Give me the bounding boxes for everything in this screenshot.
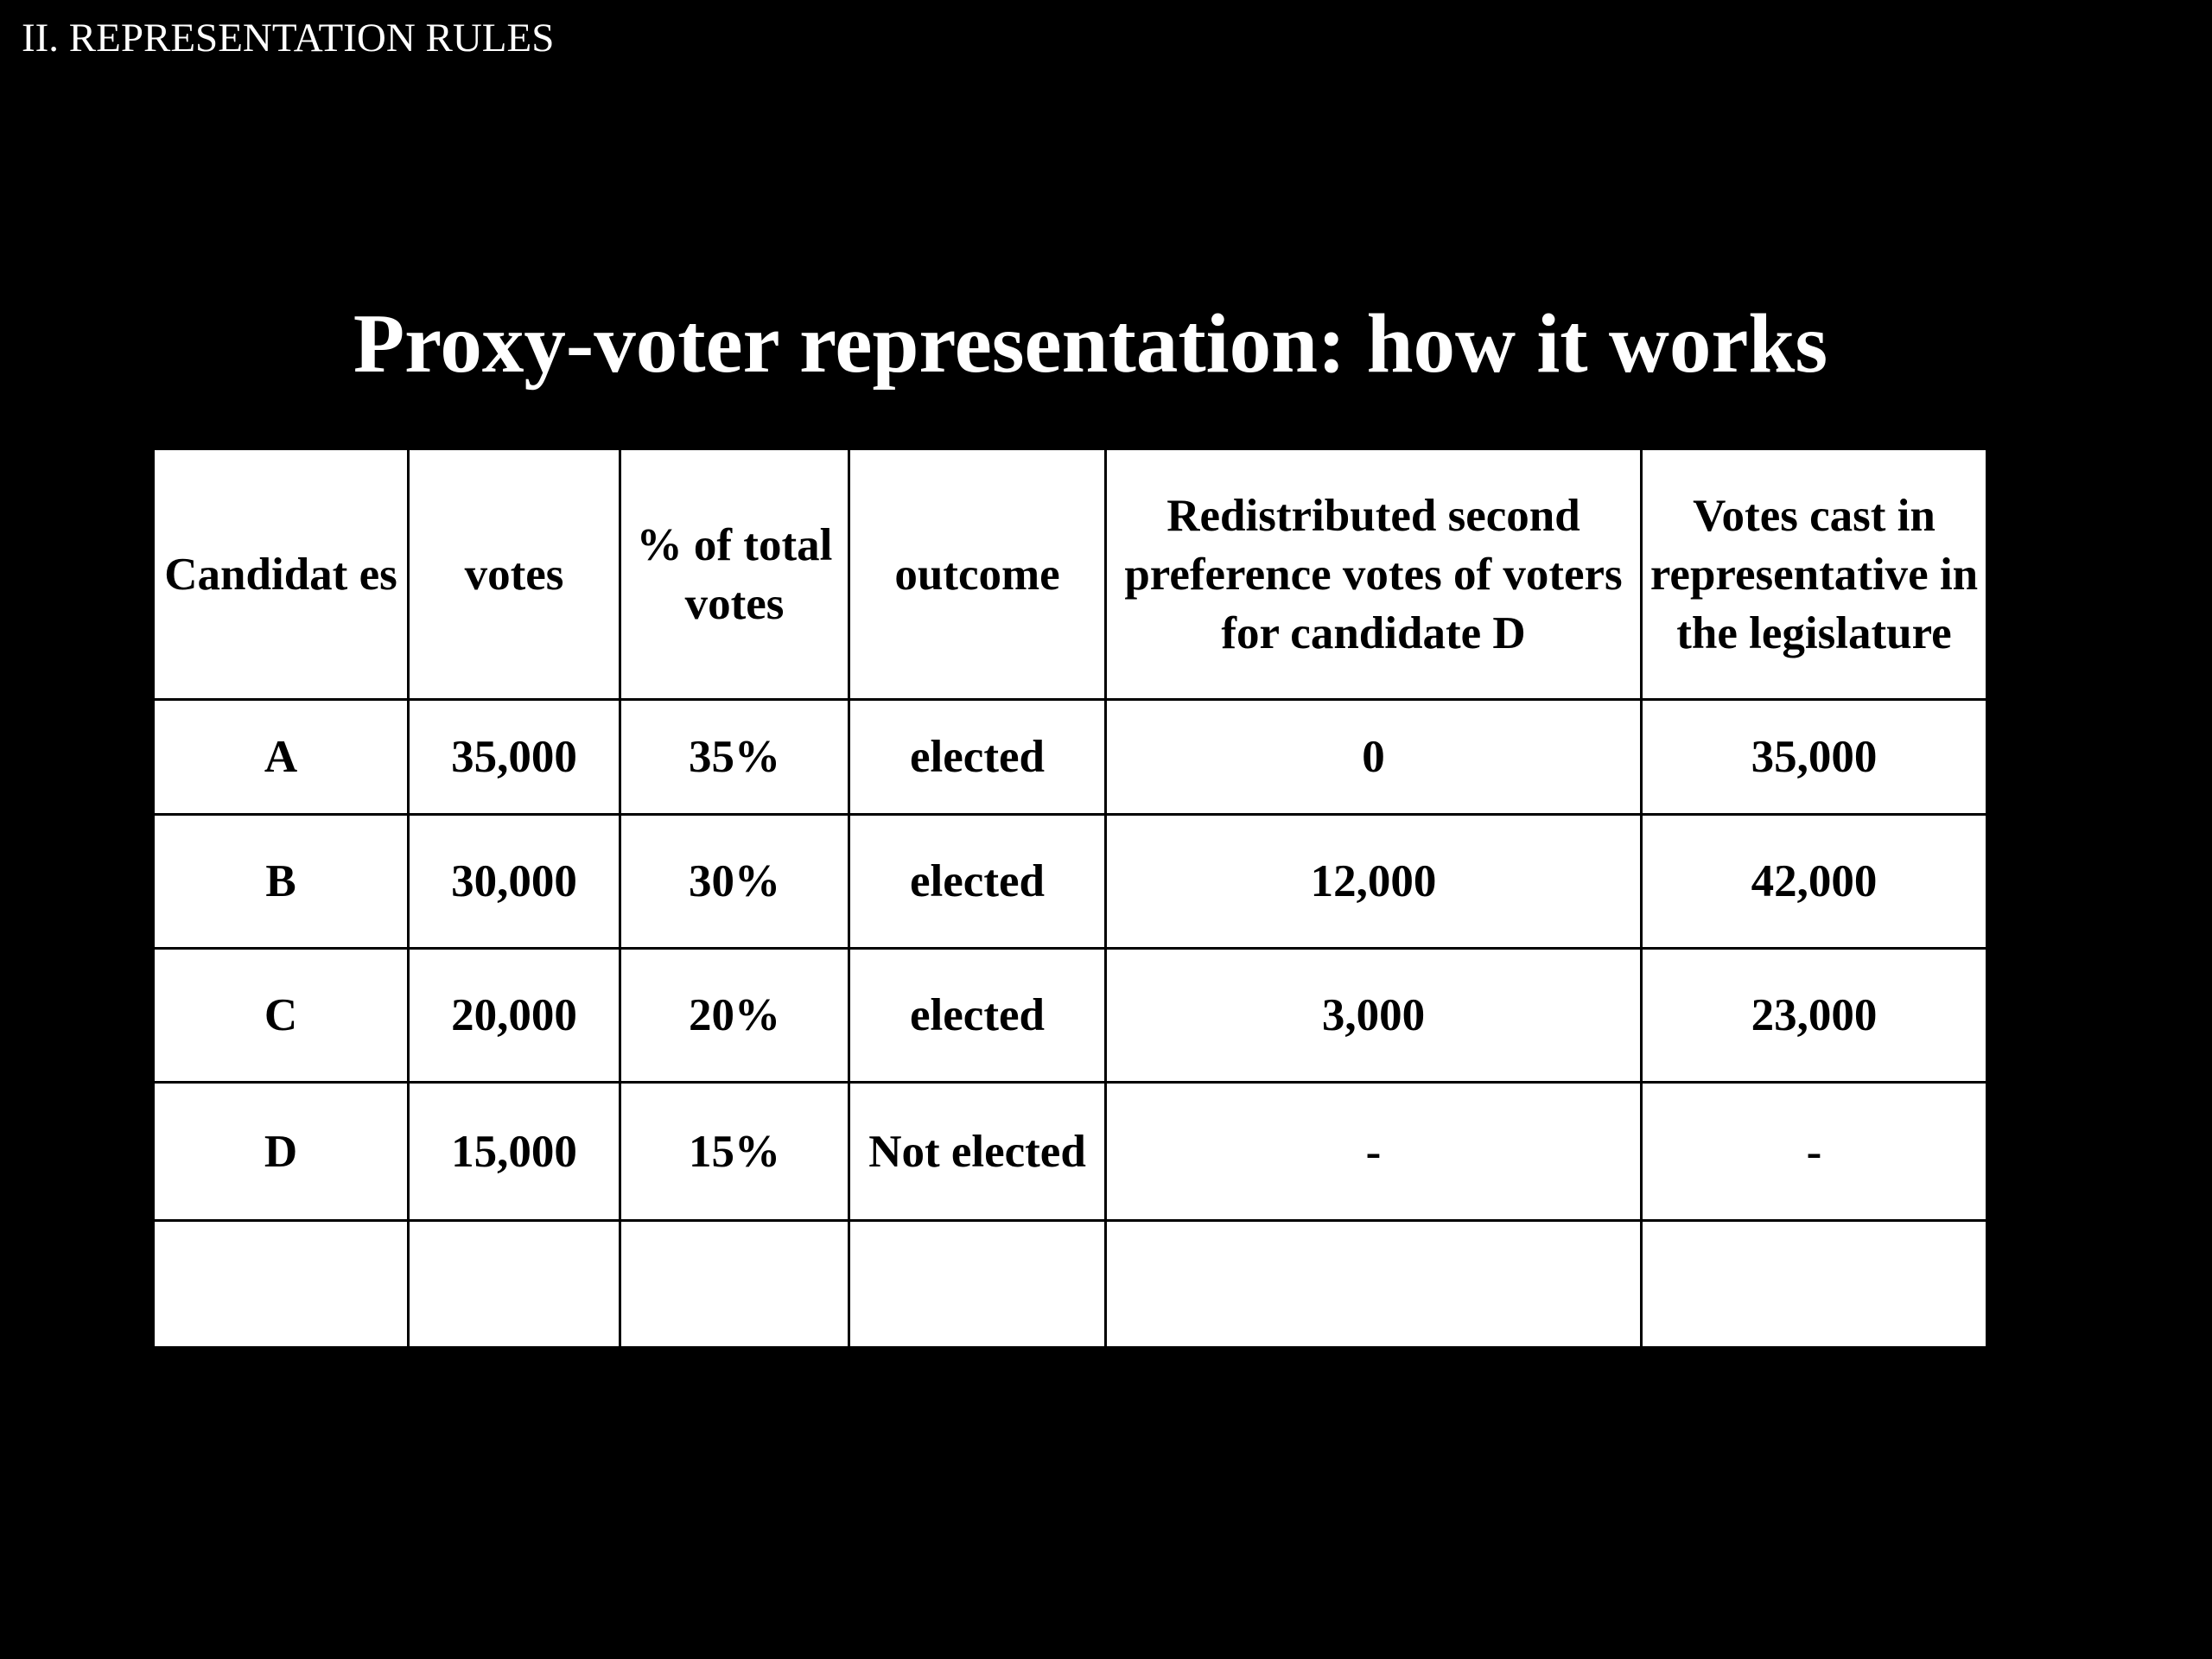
cell-redistributed: 0 bbox=[1106, 700, 1642, 815]
header-row bbox=[154, 449, 1987, 700]
cell-candidate: B bbox=[154, 815, 409, 949]
cell-outcome: elected bbox=[849, 815, 1106, 949]
header-outcome: outcome bbox=[849, 449, 1106, 700]
table-row bbox=[154, 949, 1987, 1083]
cell-candidate: C bbox=[154, 949, 409, 1083]
cell-redistributed: - bbox=[1106, 1083, 1642, 1221]
header-candidates: Candidat es bbox=[154, 449, 409, 700]
cell-votes-cast: 23,000 bbox=[1642, 949, 1987, 1083]
cell-outcome: elected bbox=[849, 700, 1106, 815]
cell-outcome bbox=[849, 1221, 1106, 1348]
cell-candidate bbox=[154, 1221, 409, 1348]
cell-votes: 30,000 bbox=[409, 815, 620, 949]
cell-candidate: D bbox=[154, 1083, 409, 1221]
cell-votes-cast: 42,000 bbox=[1642, 815, 1987, 949]
cell-percent: 30% bbox=[620, 815, 849, 949]
cell-votes bbox=[409, 1221, 620, 1348]
cell-percent: 15% bbox=[620, 1083, 849, 1221]
slide-title: Proxy-voter representation: how it works bbox=[353, 297, 1828, 390]
header-percent-of-total-votes: % of total votes bbox=[620, 449, 849, 700]
section-label: II. REPRESENTATION RULES bbox=[22, 16, 555, 60]
table-row bbox=[154, 1083, 1987, 1221]
table-row-empty bbox=[154, 1221, 1987, 1348]
cell-redistributed: 3,000 bbox=[1106, 949, 1642, 1083]
cell-votes: 20,000 bbox=[409, 949, 620, 1083]
header-votes-cast-in-legislature: Votes cast in representative in the legislature bbox=[1642, 449, 1987, 700]
cell-outcome: Not elected bbox=[849, 1083, 1106, 1221]
cell-votes-cast: 35,000 bbox=[1642, 700, 1987, 815]
cell-votes: 15,000 bbox=[409, 1083, 620, 1221]
header-redistributed-votes: Redistributed second preference votes of voters for candidate D bbox=[1106, 449, 1642, 700]
table-row bbox=[154, 815, 1987, 949]
cell-outcome: elected bbox=[849, 949, 1106, 1083]
cell-votes-cast: - bbox=[1642, 1083, 1987, 1221]
header-votes: votes bbox=[409, 449, 620, 700]
results-table bbox=[152, 448, 1988, 1349]
cell-percent: 35% bbox=[620, 700, 849, 815]
cell-votes-cast bbox=[1642, 1221, 1987, 1348]
cell-percent bbox=[620, 1221, 849, 1348]
cell-percent: 20% bbox=[620, 949, 849, 1083]
cell-votes: 35,000 bbox=[409, 700, 620, 815]
cell-redistributed bbox=[1106, 1221, 1642, 1348]
cell-candidate: A bbox=[154, 700, 409, 815]
cell-redistributed: 12,000 bbox=[1106, 815, 1642, 949]
table-row bbox=[154, 700, 1987, 815]
